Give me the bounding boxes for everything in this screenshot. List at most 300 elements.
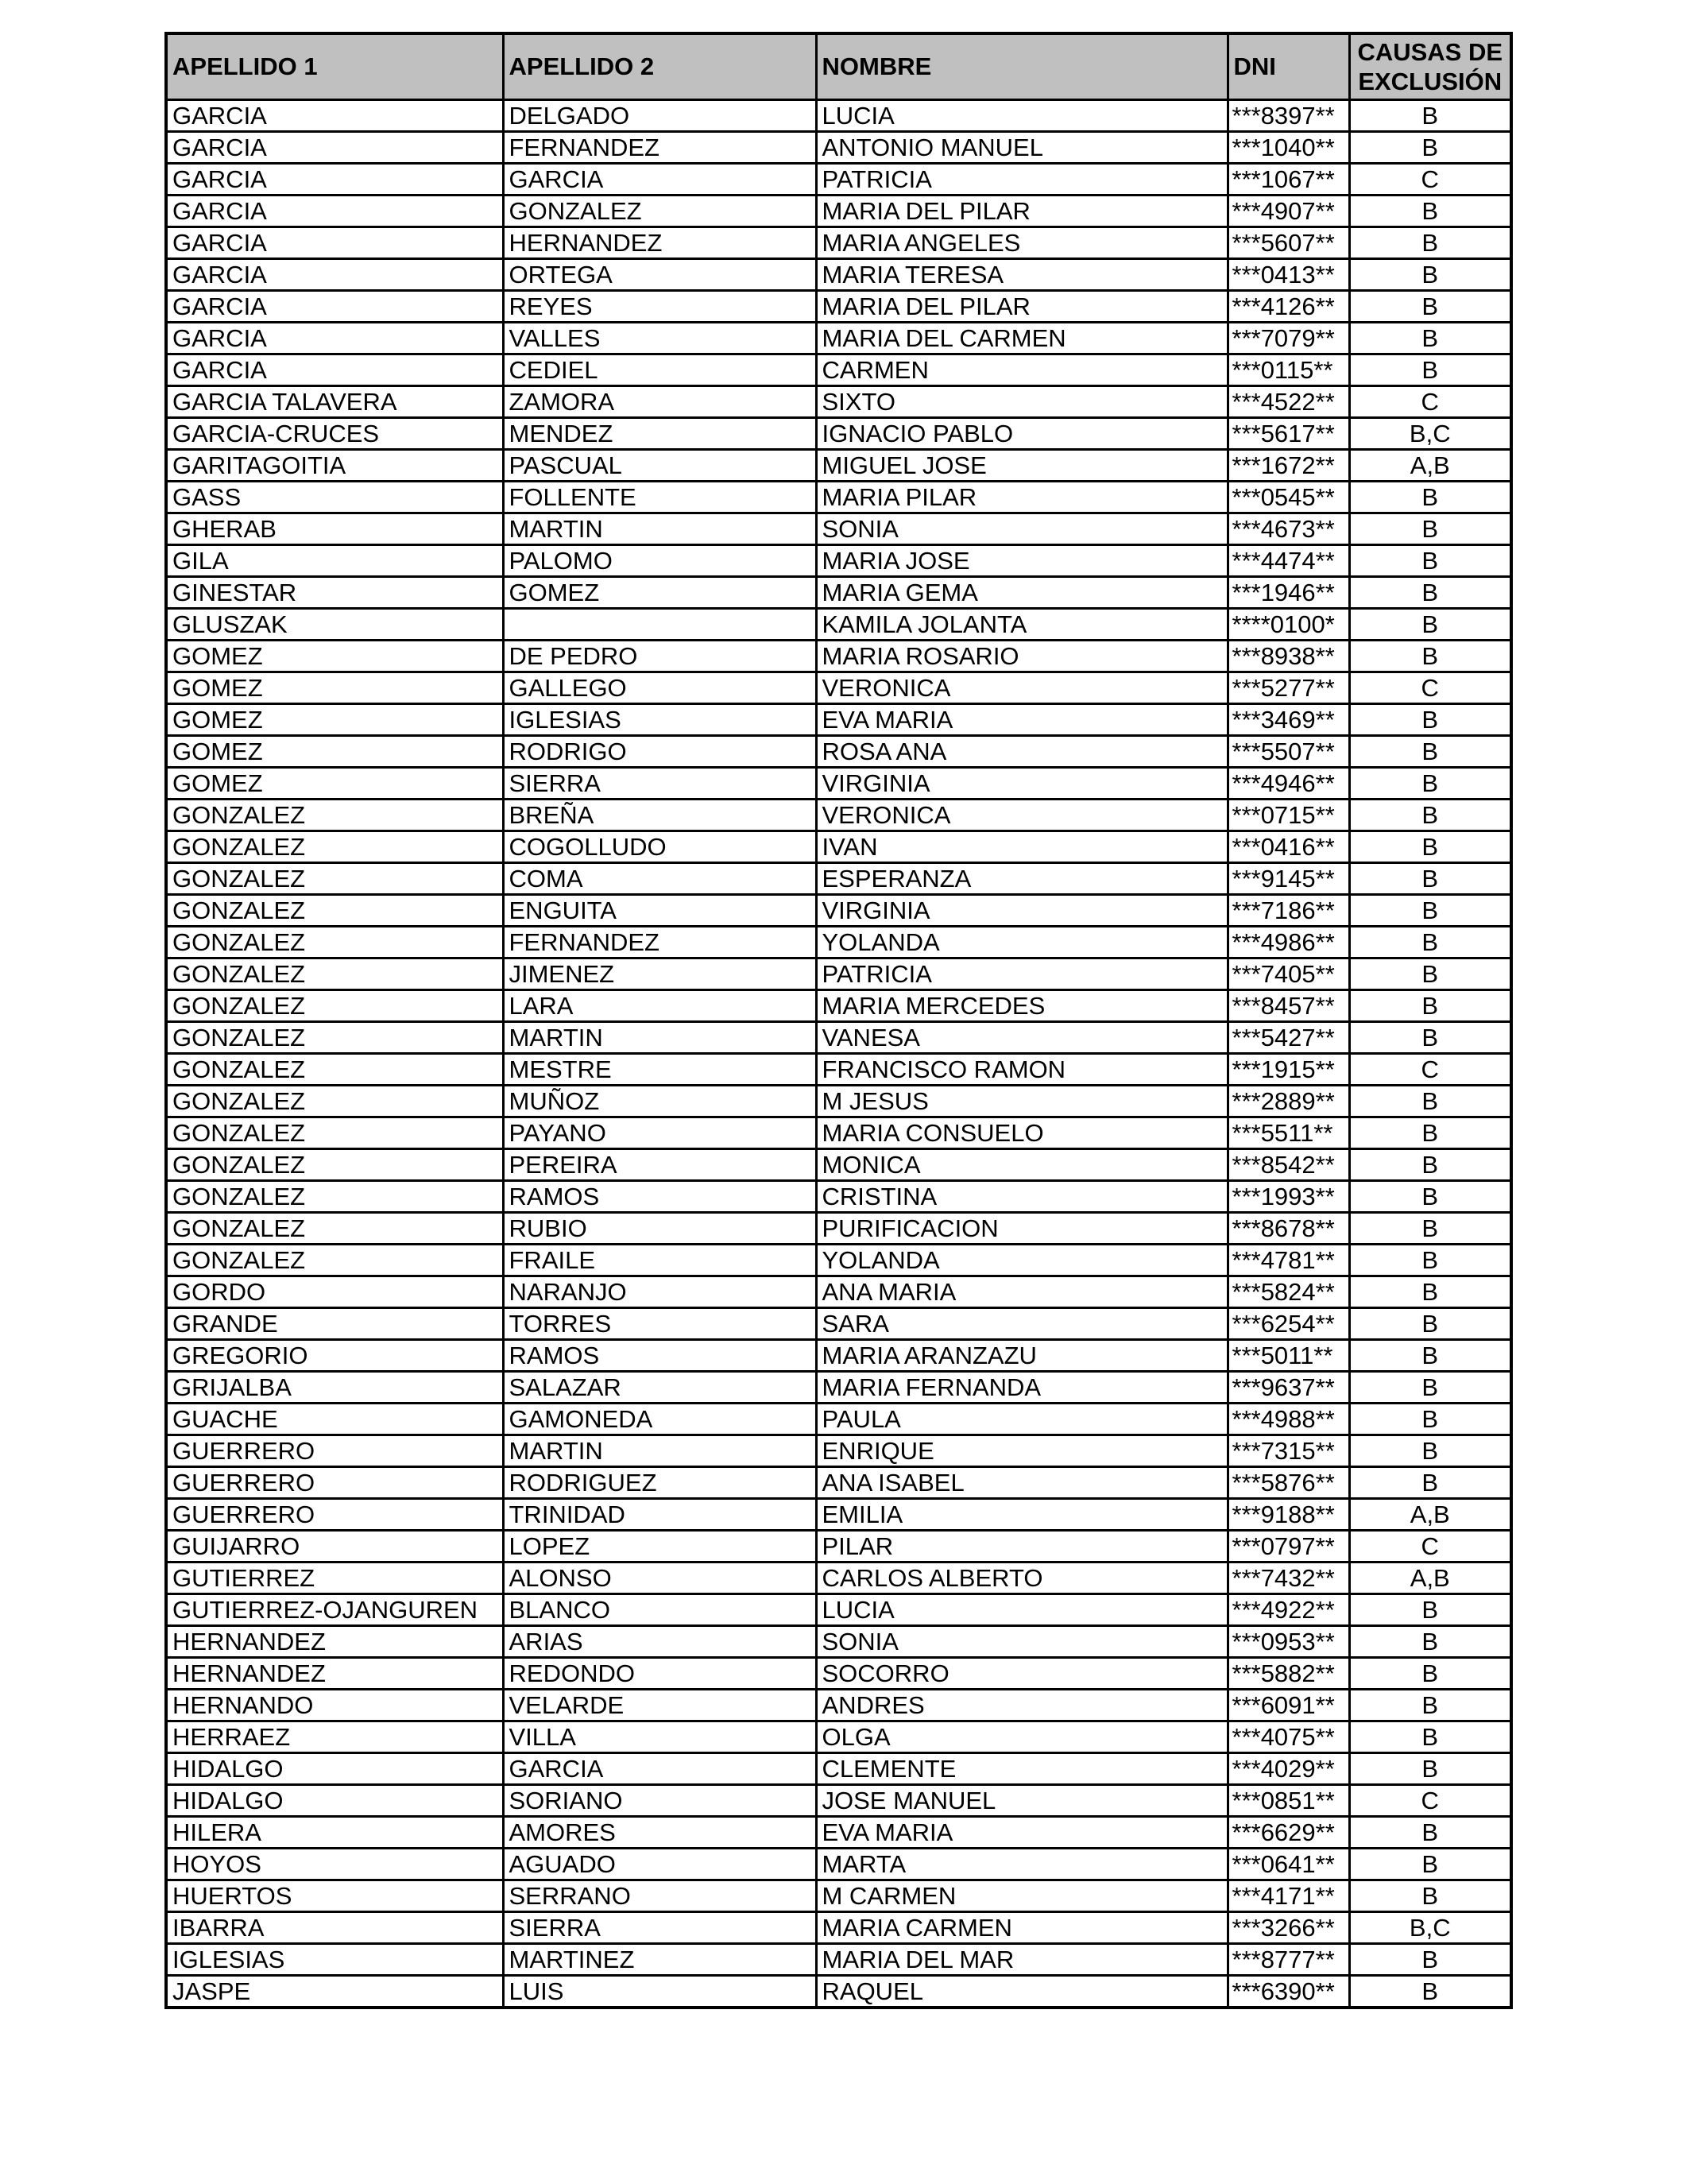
table-row bbox=[166, 1117, 1511, 1149]
nombre-cell: ESPERANZA bbox=[816, 863, 1228, 895]
dni-cell: ***1915** bbox=[1228, 1054, 1349, 1086]
dni-cell: ***7079** bbox=[1228, 323, 1349, 354]
nombre-cell: SARA bbox=[816, 1308, 1228, 1340]
causa-cell: B bbox=[1349, 513, 1511, 545]
apellido-2-cell: VELARDE bbox=[503, 1690, 816, 1721]
table-row bbox=[166, 1435, 1511, 1467]
table-row bbox=[166, 1531, 1511, 1562]
table-row bbox=[166, 895, 1511, 927]
causa-cell: B bbox=[1349, 1976, 1511, 2008]
apellido-2-cell: ENGUITA bbox=[503, 895, 816, 927]
causa-cell: B bbox=[1349, 990, 1511, 1022]
table-row bbox=[166, 100, 1511, 132]
causa-cell: B bbox=[1349, 1181, 1511, 1213]
table-row bbox=[166, 386, 1511, 418]
causa-cell: B bbox=[1349, 196, 1511, 227]
table-row bbox=[166, 990, 1511, 1022]
causa-cell: B bbox=[1349, 1721, 1511, 1753]
causa-cell: B bbox=[1349, 736, 1511, 768]
apellido-2-cell: AGUADO bbox=[503, 1849, 816, 1880]
causa-cell: C bbox=[1349, 1785, 1511, 1817]
table-row bbox=[166, 1785, 1511, 1817]
causa-cell: C bbox=[1349, 1054, 1511, 1086]
table-row bbox=[166, 1340, 1511, 1372]
causa-cell: B bbox=[1349, 259, 1511, 291]
nombre-cell: EVA MARIA bbox=[816, 1817, 1228, 1849]
dni-cell: ***0851** bbox=[1228, 1785, 1349, 1817]
causa-cell: B bbox=[1349, 895, 1511, 927]
nombre-cell: VIRGINIA bbox=[816, 895, 1228, 927]
apellido-1-cell: GREGORIO bbox=[166, 1340, 503, 1372]
apellido-2-cell: SALAZAR bbox=[503, 1372, 816, 1404]
dni-cell: ***4986** bbox=[1228, 927, 1349, 958]
apellido-2-cell: RAMOS bbox=[503, 1340, 816, 1372]
apellido-1-cell: GONZALEZ bbox=[166, 895, 503, 927]
dni-cell: ***5277** bbox=[1228, 672, 1349, 704]
apellido-2-cell: LUIS bbox=[503, 1976, 816, 2008]
causa-cell: B bbox=[1349, 227, 1511, 259]
table-row bbox=[166, 1276, 1511, 1308]
dni-cell: ***0416** bbox=[1228, 831, 1349, 863]
table-row bbox=[166, 577, 1511, 609]
table-row bbox=[166, 927, 1511, 958]
table-row bbox=[166, 1817, 1511, 1849]
apellido-1-cell: GUERRERO bbox=[166, 1435, 503, 1467]
dni-cell: ***8678** bbox=[1228, 1213, 1349, 1245]
apellido-1-cell: GONZALEZ bbox=[166, 1181, 503, 1213]
dni-cell: ***0641** bbox=[1228, 1849, 1349, 1880]
apellido-2-cell: HERNANDEZ bbox=[503, 227, 816, 259]
table-row bbox=[166, 227, 1511, 259]
nombre-cell: CRISTINA bbox=[816, 1181, 1228, 1213]
nombre-cell: MARIA JOSE bbox=[816, 545, 1228, 577]
nombre-cell: IGNACIO PABLO bbox=[816, 418, 1228, 450]
causa-cell: C bbox=[1349, 672, 1511, 704]
table-row bbox=[166, 291, 1511, 323]
apellido-2-cell: MENDEZ bbox=[503, 418, 816, 450]
causa-cell: B,C bbox=[1349, 1912, 1511, 1944]
causa-cell: B bbox=[1349, 1658, 1511, 1690]
table-row bbox=[166, 1308, 1511, 1340]
dni-cell: ***5511** bbox=[1228, 1117, 1349, 1149]
nombre-cell: SONIA bbox=[816, 1626, 1228, 1658]
apellido-2-cell: ZAMORA bbox=[503, 386, 816, 418]
table-row bbox=[166, 482, 1511, 513]
nombre-cell: VANESA bbox=[816, 1022, 1228, 1054]
table-row bbox=[166, 1086, 1511, 1117]
dni-cell: ***8457** bbox=[1228, 990, 1349, 1022]
nombre-cell: MARIA ANGELES bbox=[816, 227, 1228, 259]
table-row bbox=[166, 863, 1511, 895]
causa-cell: C bbox=[1349, 164, 1511, 196]
dni-cell: ***5607** bbox=[1228, 227, 1349, 259]
header-dni: DNI bbox=[1228, 33, 1349, 100]
causa-cell: B,C bbox=[1349, 418, 1511, 450]
table-row bbox=[166, 1054, 1511, 1086]
table-row bbox=[166, 736, 1511, 768]
causa-cell: B bbox=[1349, 1817, 1511, 1849]
nombre-cell: MARIA ROSARIO bbox=[816, 641, 1228, 672]
causa-cell: B bbox=[1349, 482, 1511, 513]
table-row bbox=[166, 354, 1511, 386]
dni-cell: ***5876** bbox=[1228, 1467, 1349, 1499]
dni-cell: ***7186** bbox=[1228, 895, 1349, 927]
nombre-cell: LUCIA bbox=[816, 100, 1228, 132]
causa-cell: B bbox=[1349, 1022, 1511, 1054]
nombre-cell: EVA MARIA bbox=[816, 704, 1228, 736]
table-row bbox=[166, 1849, 1511, 1880]
dni-cell: ***4171** bbox=[1228, 1880, 1349, 1912]
nombre-cell: PATRICIA bbox=[816, 958, 1228, 990]
dni-cell: ***0953** bbox=[1228, 1626, 1349, 1658]
table-row bbox=[166, 1245, 1511, 1276]
apellido-1-cell: GARCIA-CRUCES bbox=[166, 418, 503, 450]
table-row bbox=[166, 1753, 1511, 1785]
table-row bbox=[166, 1626, 1511, 1658]
nombre-cell: MARIA DEL PILAR bbox=[816, 196, 1228, 227]
nombre-cell: CARMEN bbox=[816, 354, 1228, 386]
dni-cell: ***4029** bbox=[1228, 1753, 1349, 1785]
dni-cell: ***8777** bbox=[1228, 1944, 1349, 1976]
dni-cell: ***1040** bbox=[1228, 132, 1349, 164]
dni-cell: ***7405** bbox=[1228, 958, 1349, 990]
causa-cell: B bbox=[1349, 1086, 1511, 1117]
causa-cell: B bbox=[1349, 609, 1511, 641]
apellido-1-cell: HERRAEZ bbox=[166, 1721, 503, 1753]
causa-cell: B bbox=[1349, 100, 1511, 132]
apellido-1-cell: GARITAGOITIA bbox=[166, 450, 503, 482]
nombre-cell: VIRGINIA bbox=[816, 768, 1228, 800]
apellido-2-cell: TORRES bbox=[503, 1308, 816, 1340]
apellido-1-cell: GONZALEZ bbox=[166, 1149, 503, 1181]
table-row bbox=[166, 323, 1511, 354]
apellido-1-cell: HIDALGO bbox=[166, 1785, 503, 1817]
nombre-cell: MARIA DEL PILAR bbox=[816, 291, 1228, 323]
nombre-cell: M JESUS bbox=[816, 1086, 1228, 1117]
dni-cell: ***2889** bbox=[1228, 1086, 1349, 1117]
dni-cell: ***4781** bbox=[1228, 1245, 1349, 1276]
apellido-2-cell: MARTIN bbox=[503, 513, 816, 545]
apellido-2-cell: GALLEGO bbox=[503, 672, 816, 704]
causa-cell: B bbox=[1349, 704, 1511, 736]
apellido-2-cell: BREÑA bbox=[503, 800, 816, 831]
table-row bbox=[166, 1880, 1511, 1912]
causa-cell: B bbox=[1349, 545, 1511, 577]
nombre-cell: PAULA bbox=[816, 1404, 1228, 1435]
dni-cell: ***5507** bbox=[1228, 736, 1349, 768]
apellido-1-cell: GOMEZ bbox=[166, 672, 503, 704]
apellido-2-cell: SIERRA bbox=[503, 768, 816, 800]
nombre-cell: CARLOS ALBERTO bbox=[816, 1562, 1228, 1594]
table-row bbox=[166, 609, 1511, 641]
apellido-2-cell: FERNANDEZ bbox=[503, 132, 816, 164]
nombre-cell: RAQUEL bbox=[816, 1976, 1228, 2008]
apellido-2-cell: VILLA bbox=[503, 1721, 816, 1753]
apellido-2-cell: MARTIN bbox=[503, 1022, 816, 1054]
nombre-cell: SONIA bbox=[816, 513, 1228, 545]
apellido-1-cell: GUERRERO bbox=[166, 1499, 503, 1531]
apellido-2-cell: SERRANO bbox=[503, 1880, 816, 1912]
apellido-1-cell: HIDALGO bbox=[166, 1753, 503, 1785]
apellido-2-cell: IGLESIAS bbox=[503, 704, 816, 736]
apellido-2-cell: NARANJO bbox=[503, 1276, 816, 1308]
nombre-cell: MARIA ARANZAZU bbox=[816, 1340, 1228, 1372]
dni-cell: ***5011** bbox=[1228, 1340, 1349, 1372]
header-causas-line-2: EXCLUSIÓN bbox=[1358, 68, 1503, 95]
dni-cell: ***0715** bbox=[1228, 800, 1349, 831]
causa-cell: B bbox=[1349, 1149, 1511, 1181]
table-row bbox=[166, 1721, 1511, 1753]
apellido-1-cell: GOMEZ bbox=[166, 641, 503, 672]
apellido-1-cell: HILERA bbox=[166, 1817, 503, 1849]
header-apellido-1: APELLIDO 1 bbox=[166, 33, 503, 100]
table-row bbox=[166, 958, 1511, 990]
nombre-cell: ANTONIO MANUEL bbox=[816, 132, 1228, 164]
dni-cell: ***4474** bbox=[1228, 545, 1349, 577]
apellido-1-cell: GARCIA bbox=[166, 132, 503, 164]
nombre-cell: MARIA GEMA bbox=[816, 577, 1228, 609]
table-row bbox=[166, 196, 1511, 227]
nombre-cell: FRANCISCO RAMON bbox=[816, 1054, 1228, 1086]
table-row bbox=[166, 672, 1511, 704]
apellido-2-cell: SIERRA bbox=[503, 1912, 816, 1944]
apellido-1-cell: GONZALEZ bbox=[166, 990, 503, 1022]
dni-cell: ***5824** bbox=[1228, 1276, 1349, 1308]
apellido-2-cell: DE PEDRO bbox=[503, 641, 816, 672]
apellido-1-cell: HERNANDEZ bbox=[166, 1658, 503, 1690]
table-row bbox=[166, 1976, 1511, 2008]
nombre-cell: JOSE MANUEL bbox=[816, 1785, 1228, 1817]
table-row bbox=[166, 1690, 1511, 1721]
nombre-cell: PURIFICACION bbox=[816, 1213, 1228, 1245]
table-row bbox=[166, 1022, 1511, 1054]
dni-cell: ***6091** bbox=[1228, 1690, 1349, 1721]
nombre-cell: MARIA DEL MAR bbox=[816, 1944, 1228, 1976]
nombre-cell: MARIA PILAR bbox=[816, 482, 1228, 513]
dni-cell: ***0115** bbox=[1228, 354, 1349, 386]
causa-cell: B bbox=[1349, 323, 1511, 354]
nombre-cell: IVAN bbox=[816, 831, 1228, 863]
apellido-2-cell: MARTINEZ bbox=[503, 1944, 816, 1976]
apellido-2-cell: RODRIGO bbox=[503, 736, 816, 768]
apellido-1-cell: GONZALEZ bbox=[166, 1117, 503, 1149]
apellido-1-cell: IGLESIAS bbox=[166, 1944, 503, 1976]
table-row bbox=[166, 1562, 1511, 1594]
apellido-1-cell: GONZALEZ bbox=[166, 800, 503, 831]
apellido-2-cell: TRINIDAD bbox=[503, 1499, 816, 1531]
nombre-cell: MIGUEL JOSE bbox=[816, 450, 1228, 482]
apellido-1-cell: HOYOS bbox=[166, 1849, 503, 1880]
nombre-cell: MARIA DEL CARMEN bbox=[816, 323, 1228, 354]
dni-cell: ****0100* bbox=[1228, 609, 1349, 641]
nombre-cell: MARIA FERNANDA bbox=[816, 1372, 1228, 1404]
apellido-2-cell: BLANCO bbox=[503, 1594, 816, 1626]
dni-cell: ***4988** bbox=[1228, 1404, 1349, 1435]
nombre-cell: ROSA ANA bbox=[816, 736, 1228, 768]
nombre-cell: LUCIA bbox=[816, 1594, 1228, 1626]
causa-cell: B bbox=[1349, 1944, 1511, 1976]
causa-cell: B bbox=[1349, 1308, 1511, 1340]
dni-cell: ***1672** bbox=[1228, 450, 1349, 482]
dni-cell: ***9145** bbox=[1228, 863, 1349, 895]
dni-cell: ***4522** bbox=[1228, 386, 1349, 418]
apellido-1-cell: GUACHE bbox=[166, 1404, 503, 1435]
nombre-cell: OLGA bbox=[816, 1721, 1228, 1753]
causa-cell: B bbox=[1349, 1245, 1511, 1276]
apellido-2-cell: MESTRE bbox=[503, 1054, 816, 1086]
nombre-cell: MARTA bbox=[816, 1849, 1228, 1880]
table-row bbox=[166, 545, 1511, 577]
dni-cell: ***0797** bbox=[1228, 1531, 1349, 1562]
causa-cell: B bbox=[1349, 1753, 1511, 1785]
table-row bbox=[166, 1594, 1511, 1626]
apellido-2-cell: RUBIO bbox=[503, 1213, 816, 1245]
header-apellido-2: APELLIDO 2 bbox=[503, 33, 816, 100]
dni-cell: ***0413** bbox=[1228, 259, 1349, 291]
apellido-2-cell: VALLES bbox=[503, 323, 816, 354]
table-row bbox=[166, 1944, 1511, 1976]
apellido-2-cell: REDONDO bbox=[503, 1658, 816, 1690]
apellido-1-cell: GINESTAR bbox=[166, 577, 503, 609]
header-row bbox=[166, 33, 1511, 100]
header-causas-exclusion bbox=[1349, 33, 1511, 100]
apellido-1-cell: IBARRA bbox=[166, 1912, 503, 1944]
causa-cell: B bbox=[1349, 1690, 1511, 1721]
nombre-cell: PILAR bbox=[816, 1531, 1228, 1562]
apellido-1-cell: GRANDE bbox=[166, 1308, 503, 1340]
causa-cell: B bbox=[1349, 1117, 1511, 1149]
apellido-1-cell: GONZALEZ bbox=[166, 927, 503, 958]
table-row bbox=[166, 132, 1511, 164]
causa-cell: B bbox=[1349, 577, 1511, 609]
apellido-2-cell: GAMONEDA bbox=[503, 1404, 816, 1435]
dni-cell: ***0545** bbox=[1228, 482, 1349, 513]
nombre-cell: YOLANDA bbox=[816, 1245, 1228, 1276]
nombre-cell: PATRICIA bbox=[816, 164, 1228, 196]
apellido-1-cell: GONZALEZ bbox=[166, 831, 503, 863]
nombre-cell: M CARMEN bbox=[816, 1880, 1228, 1912]
dni-cell: ***4907** bbox=[1228, 196, 1349, 227]
dni-cell: ***4673** bbox=[1228, 513, 1349, 545]
table-row bbox=[166, 1404, 1511, 1435]
causa-cell: C bbox=[1349, 1531, 1511, 1562]
causa-cell: B bbox=[1349, 1276, 1511, 1308]
apellido-1-cell: GARCIA bbox=[166, 291, 503, 323]
apellido-1-cell: GORDO bbox=[166, 1276, 503, 1308]
dni-cell: ***6254** bbox=[1228, 1308, 1349, 1340]
apellido-1-cell: GOMEZ bbox=[166, 704, 503, 736]
apellido-2-cell: ORTEGA bbox=[503, 259, 816, 291]
apellido-2-cell: GONZALEZ bbox=[503, 196, 816, 227]
dni-cell: ***3469** bbox=[1228, 704, 1349, 736]
table-row bbox=[166, 164, 1511, 196]
nombre-cell: ANA ISABEL bbox=[816, 1467, 1228, 1499]
nombre-cell: ENRIQUE bbox=[816, 1435, 1228, 1467]
apellido-2-cell: GOMEZ bbox=[503, 577, 816, 609]
dni-cell: ***5617** bbox=[1228, 418, 1349, 450]
nombre-cell: CLEMENTE bbox=[816, 1753, 1228, 1785]
nombre-cell: MARIA TERESA bbox=[816, 259, 1228, 291]
table-row bbox=[166, 641, 1511, 672]
header-causas-line-1: CAUSAS DE bbox=[1357, 38, 1503, 66]
apellido-2-cell: ARIAS bbox=[503, 1626, 816, 1658]
dni-cell: ***4126** bbox=[1228, 291, 1349, 323]
causa-cell: B bbox=[1349, 1340, 1511, 1372]
apellido-2-cell: LARA bbox=[503, 990, 816, 1022]
apellido-1-cell: GUIJARRO bbox=[166, 1531, 503, 1562]
apellido-2-cell: GARCIA bbox=[503, 164, 816, 196]
apellido-1-cell: GUTIERREZ bbox=[166, 1562, 503, 1594]
apellido-2-cell bbox=[503, 609, 816, 641]
table-row bbox=[166, 1467, 1511, 1499]
dni-cell: ***1067** bbox=[1228, 164, 1349, 196]
nombre-cell: VERONICA bbox=[816, 800, 1228, 831]
table-row bbox=[166, 800, 1511, 831]
apellido-1-cell: GARCIA bbox=[166, 196, 503, 227]
apellido-1-cell: GUTIERREZ-OJANGUREN bbox=[166, 1594, 503, 1626]
table-row bbox=[166, 1213, 1511, 1245]
table-row bbox=[166, 1658, 1511, 1690]
causa-cell: A,B bbox=[1349, 1562, 1511, 1594]
apellido-2-cell: MARTIN bbox=[503, 1435, 816, 1467]
table-row bbox=[166, 513, 1511, 545]
table-row bbox=[166, 1149, 1511, 1181]
table-row bbox=[166, 1181, 1511, 1213]
dni-cell: ***8542** bbox=[1228, 1149, 1349, 1181]
apellido-2-cell: PALOMO bbox=[503, 545, 816, 577]
table-header bbox=[166, 33, 1511, 100]
header-nombre: NOMBRE bbox=[816, 33, 1228, 100]
apellido-1-cell: GILA bbox=[166, 545, 503, 577]
dni-cell: ***4922** bbox=[1228, 1594, 1349, 1626]
apellido-2-cell: FERNANDEZ bbox=[503, 927, 816, 958]
nombre-cell: SOCORRO bbox=[816, 1658, 1228, 1690]
causa-cell: B bbox=[1349, 863, 1511, 895]
apellido-1-cell: GARCIA bbox=[166, 259, 503, 291]
table-row bbox=[166, 768, 1511, 800]
dni-cell: ***3266** bbox=[1228, 1912, 1349, 1944]
causa-cell: B bbox=[1349, 831, 1511, 863]
causa-cell: B bbox=[1349, 1213, 1511, 1245]
causa-cell: B bbox=[1349, 1467, 1511, 1499]
dni-cell: ***4075** bbox=[1228, 1721, 1349, 1753]
apellido-1-cell: GASS bbox=[166, 482, 503, 513]
table-row bbox=[166, 259, 1511, 291]
apellido-1-cell: HERNANDEZ bbox=[166, 1626, 503, 1658]
apellido-1-cell: GARCIA bbox=[166, 354, 503, 386]
table-row bbox=[166, 1372, 1511, 1404]
nombre-cell: MONICA bbox=[816, 1149, 1228, 1181]
causa-cell: B bbox=[1349, 291, 1511, 323]
dni-cell: ***1993** bbox=[1228, 1181, 1349, 1213]
apellido-2-cell: RODRIGUEZ bbox=[503, 1467, 816, 1499]
nombre-cell: MARIA MERCEDES bbox=[816, 990, 1228, 1022]
apellido-1-cell: GONZALEZ bbox=[166, 1022, 503, 1054]
apellido-1-cell: GONZALEZ bbox=[166, 1054, 503, 1086]
apellido-1-cell: GOMEZ bbox=[166, 736, 503, 768]
nombre-cell: VERONICA bbox=[816, 672, 1228, 704]
apellido-1-cell: GLUSZAK bbox=[166, 609, 503, 641]
table-row bbox=[166, 1912, 1511, 1944]
apellido-2-cell: COGOLLUDO bbox=[503, 831, 816, 863]
apellido-1-cell: GONZALEZ bbox=[166, 958, 503, 990]
causa-cell: B bbox=[1349, 927, 1511, 958]
causa-cell: B bbox=[1349, 1404, 1511, 1435]
nombre-cell: ANDRES bbox=[816, 1690, 1228, 1721]
apellido-2-cell: FRAILE bbox=[503, 1245, 816, 1276]
dni-cell: ***9188** bbox=[1228, 1499, 1349, 1531]
apellido-1-cell: GARCIA bbox=[166, 323, 503, 354]
